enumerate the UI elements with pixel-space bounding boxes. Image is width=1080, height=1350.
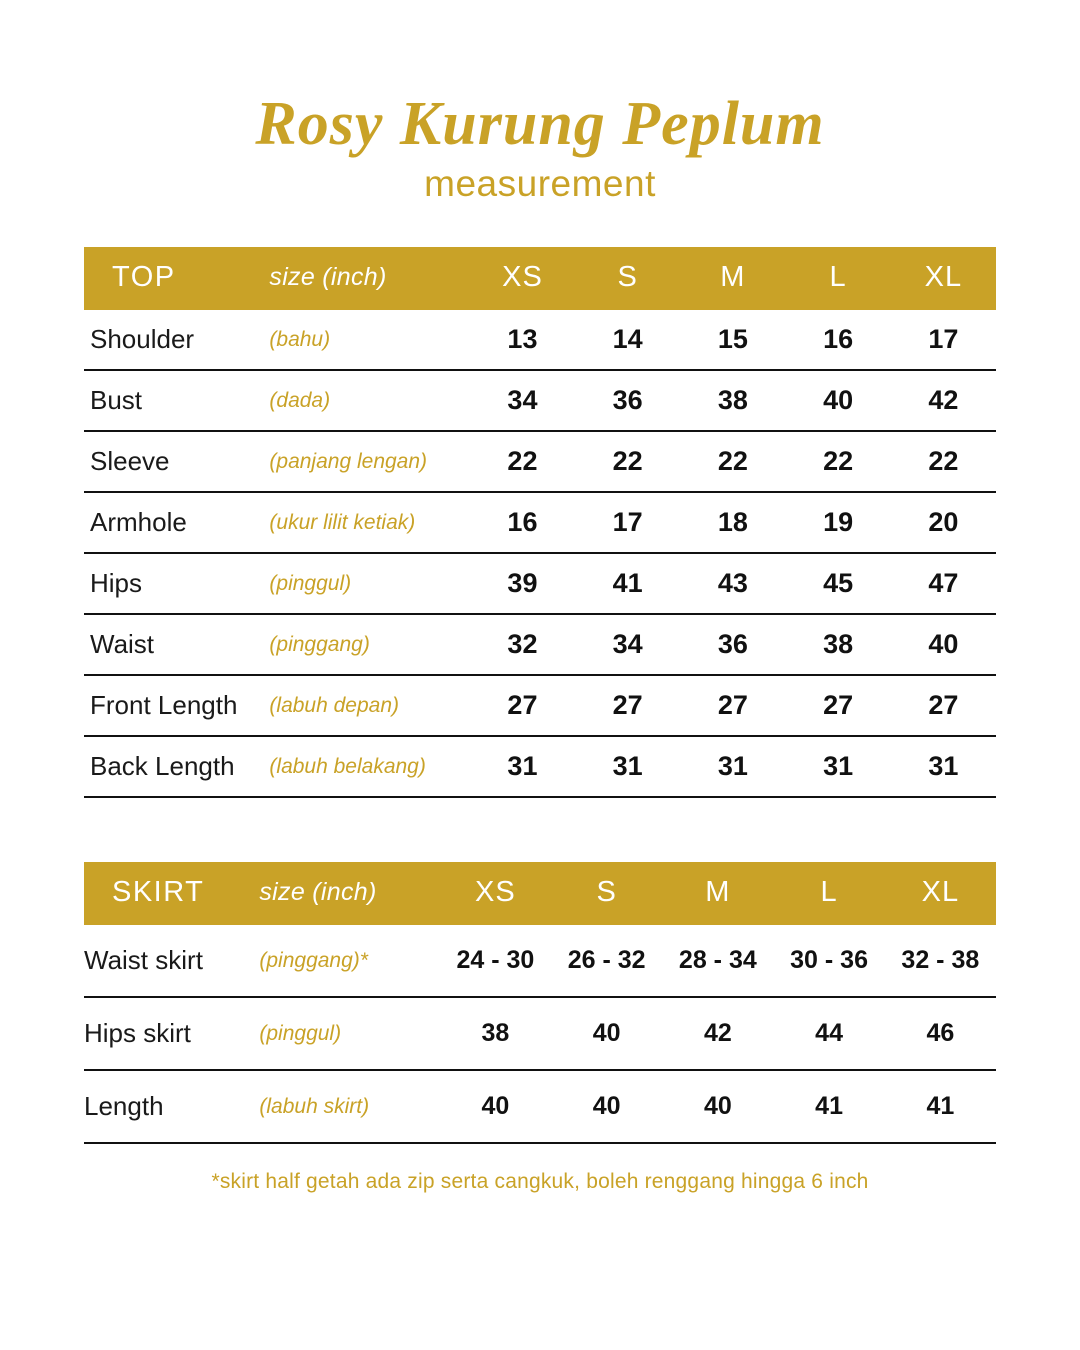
row-label: Hips skirt	[84, 1018, 191, 1049]
row-value-xs: 22	[507, 446, 538, 477]
row-value-s: 41	[612, 568, 643, 599]
skirt-size-s: S	[551, 862, 662, 925]
row-value-m: 38	[717, 385, 748, 416]
row-value-l: 30 - 36	[790, 946, 868, 975]
page-title: Rosy Kurung Peplum	[255, 90, 825, 158]
row-value-xl: 20	[928, 507, 959, 538]
row-label: Armhole	[90, 507, 187, 538]
row-alias: (labuh belakang)	[269, 754, 426, 778]
table-row	[84, 614, 996, 675]
row-value-l: 41	[815, 1092, 843, 1121]
row-value-l: 16	[823, 324, 854, 355]
row-alias: (pinggang)	[269, 632, 370, 656]
skirt-measurement-table	[84, 862, 996, 1194]
row-value-xs: 39	[507, 568, 538, 599]
row-label: Back Length	[90, 751, 235, 782]
row-value-s: 34	[612, 629, 643, 660]
row-value-s: 22	[612, 446, 643, 477]
row-value-xs: 40	[481, 1092, 510, 1121]
table-row	[84, 310, 996, 370]
row-alias: (labuh depan)	[269, 693, 400, 717]
top-size-m: M	[680, 247, 785, 310]
row-alias: (dada)	[269, 388, 331, 412]
top-size-xl: XL	[891, 247, 996, 310]
row-value-l: 45	[823, 568, 854, 599]
row-value-l: 38	[823, 629, 854, 660]
table-row	[84, 492, 996, 553]
row-value-xs: 16	[507, 507, 538, 538]
row-value-l: 31	[823, 751, 854, 782]
table-header-row	[84, 247, 996, 310]
row-alias: (panjang lengan)	[269, 449, 428, 473]
header	[0, 0, 1080, 205]
row-alias: (pinggul)	[269, 571, 352, 595]
row-value-m: 40	[703, 1092, 732, 1121]
row-value-xs: 13	[507, 324, 538, 355]
row-value-s: 40	[592, 1019, 621, 1048]
table-row	[84, 925, 996, 997]
row-value-xl: 27	[928, 690, 959, 721]
row-value-m: 22	[717, 446, 748, 477]
row-value-xl: 31	[928, 751, 959, 782]
skirt-table-body	[84, 925, 996, 1143]
page-subtitle: measurement	[424, 163, 656, 205]
row-value-s: 26 - 32	[567, 946, 646, 975]
row-value-xl: 17	[928, 324, 959, 355]
row-value-s: 36	[612, 385, 643, 416]
row-value-m: 15	[717, 324, 748, 355]
skirt-size-m: M	[662, 862, 773, 925]
row-value-l: 27	[823, 690, 854, 721]
row-value-m: 42	[703, 1019, 732, 1048]
top-size-l: L	[786, 247, 891, 310]
row-value-m: 27	[717, 690, 748, 721]
top-size-label: size (inch)	[269, 247, 469, 310]
row-value-xs: 24 - 30	[456, 946, 535, 975]
row-value-s: 27	[612, 690, 643, 721]
top-size-s: S	[575, 247, 680, 310]
row-value-l: 19	[823, 507, 854, 538]
row-value-s: 17	[612, 507, 643, 538]
row-value-xs: 27	[507, 690, 538, 721]
row-label: Hips	[90, 568, 143, 599]
row-value-xl: 46	[926, 1019, 955, 1048]
row-value-xs: 34	[507, 385, 538, 416]
table-header-row	[84, 862, 996, 925]
table-row	[84, 553, 996, 614]
row-value-s: 14	[612, 324, 643, 355]
top-size-xs: XS	[470, 247, 575, 310]
row-label: Bust	[90, 385, 143, 416]
row-value-m: 28 - 34	[678, 946, 757, 975]
row-value-s: 40	[592, 1092, 621, 1121]
top-measurement-table	[84, 247, 996, 798]
footnote: *skirt half getah ada zip serta cangkuk, boleh renggang hingga 6 inch	[211, 1170, 869, 1194]
row-value-xl: 42	[928, 385, 959, 416]
row-value-l: 22	[823, 446, 854, 477]
table-row	[84, 370, 996, 431]
skirt-table-header	[84, 862, 996, 925]
skirt-size-xl: XL	[885, 862, 996, 925]
skirt-category-label: SKIRT	[84, 862, 259, 925]
row-value-l: 40	[823, 385, 854, 416]
row-alias: (ukur lilit ketiak)	[269, 510, 416, 534]
row-value-xl: 47	[928, 568, 959, 599]
table-row	[84, 675, 996, 736]
row-label: Sleeve	[90, 446, 170, 477]
row-value-xl: 22	[928, 446, 959, 477]
row-value-m: 43	[717, 568, 748, 599]
row-value-m: 36	[717, 629, 748, 660]
row-alias: (bahu)	[269, 327, 331, 351]
row-label: Length	[84, 1091, 164, 1122]
skirt-size-label: size (inch)	[259, 862, 439, 925]
row-alias: (pinggul)	[259, 1021, 342, 1045]
row-value-xs: 38	[481, 1019, 510, 1048]
row-label: Front Length	[90, 690, 238, 721]
skirt-size-xs: XS	[440, 862, 551, 925]
row-alias: (pinggang)*	[259, 948, 368, 972]
row-value-l: 44	[815, 1019, 843, 1048]
table-row	[84, 997, 996, 1070]
row-label: Waist	[90, 629, 155, 660]
row-value-xl: 40	[928, 629, 959, 660]
top-table	[84, 247, 996, 798]
row-value-m: 31	[717, 751, 748, 782]
top-table-body	[84, 310, 996, 797]
row-value-s: 31	[612, 751, 643, 782]
skirt-table	[84, 862, 996, 1144]
row-alias: (labuh skirt)	[259, 1094, 370, 1118]
skirt-size-l: L	[773, 862, 884, 925]
row-value-xs: 32	[507, 629, 538, 660]
row-value-xs: 31	[507, 751, 538, 782]
table-row	[84, 736, 996, 797]
table-row	[84, 431, 996, 492]
row-label: Shoulder	[90, 324, 195, 355]
row-value-xl: 41	[926, 1092, 955, 1121]
row-value-m: 18	[717, 507, 748, 538]
table-row	[84, 1070, 996, 1143]
row-label: Waist skirt	[84, 945, 203, 976]
row-value-xl: 32 - 38	[901, 946, 980, 975]
top-table-header	[84, 247, 996, 310]
top-category-label: TOP	[84, 247, 269, 310]
